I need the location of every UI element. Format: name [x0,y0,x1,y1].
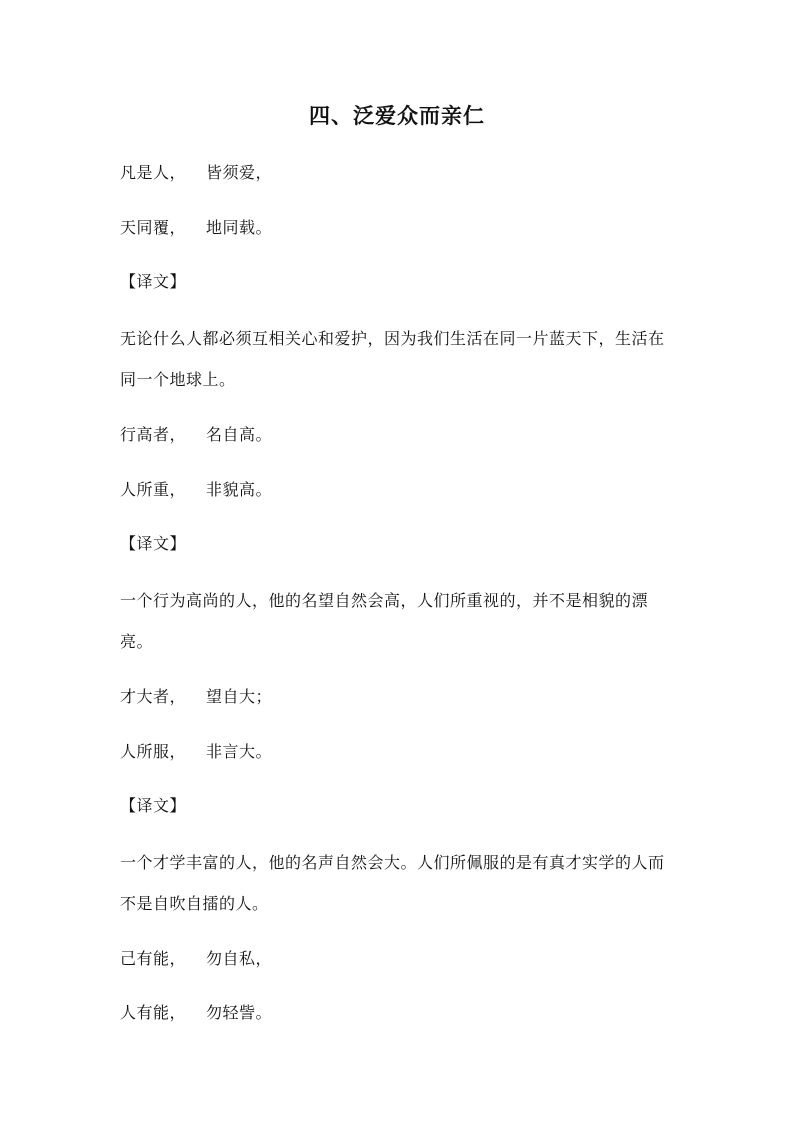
verse-first-half: 天同覆， [120,218,187,237]
verse-line [120,740,680,764]
verse-line [120,685,680,709]
verse-first-half: 行高者， [120,425,187,444]
page-title: 四、泛爱众而亲仁 [309,103,485,128]
translation-text: 一个才学丰富的人，他的名声自然会大。人们所佩服的是有真才实学的人而不是自吹自擂的人。 [120,853,665,913]
verse-second-half: 非貌高。 [206,480,273,499]
verse-first-half: 才大者， [120,687,187,706]
verse-first-half: 凡是人， [120,163,187,182]
translation-text: 无论什么人都必须互相关心和爱护，因为我们生活在同一片蓝天下，生活在同一个地球上。 [120,329,665,389]
verse-line [120,947,680,971]
verse-line [120,423,680,447]
verse-second-half: 勿自私， [206,949,273,968]
verse-second-half: 皆须爱， [206,163,273,182]
verse-second-half: 勿轻訾。 [206,1003,273,1022]
verse-line [120,1001,680,1025]
verse-second-half: 非言大。 [206,742,273,761]
verse-first-half: 人所服， [120,742,187,761]
verse-line [120,161,680,185]
translation-label: 【译文】 [120,272,187,291]
verse-line [120,216,680,240]
verse-second-half: 望自大； [206,687,273,706]
verse-first-half: 己有能， [120,949,187,968]
verse-first-half: 人所重， [120,480,187,499]
translation-label: 【译文】 [120,534,187,553]
verse-second-half: 名自高。 [206,425,273,444]
verse-line [120,478,680,502]
verse-first-half: 人有能， [120,1003,187,1022]
verse-second-half: 地同载。 [206,218,273,237]
translation-text: 一个行为高尚的人，他的名望自然会高，人们所重视的，并不是相貌的漂亮。 [120,591,649,651]
translation-label: 【译文】 [120,796,187,815]
